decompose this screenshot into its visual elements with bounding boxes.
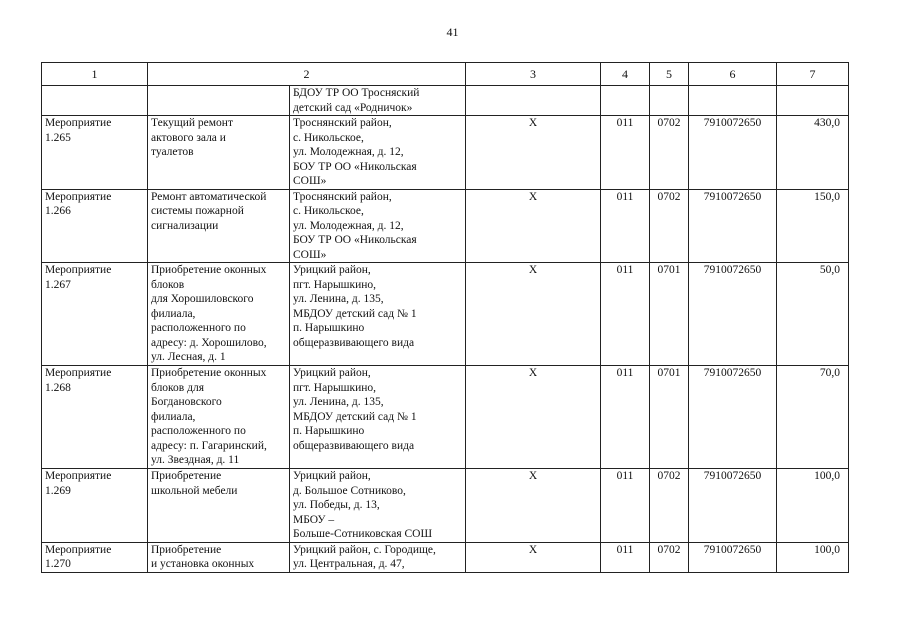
description-cell-line: блоков для: [151, 381, 204, 394]
code-cell: 011: [601, 542, 650, 572]
measure-cell-line: 1.266: [45, 205, 71, 217]
section-cell: 0701: [650, 263, 689, 366]
description-cell-line: Ремонт автоматической: [151, 190, 267, 203]
address-cell-line: с. Никольское,: [293, 131, 364, 144]
address-cell-line: Троснянский район,: [293, 117, 392, 129]
header-col-1: 1: [42, 63, 148, 86]
description-cell: [148, 189, 290, 263]
description-cell-line: для Хорошиловского: [151, 293, 254, 305]
target-code-cell: 7910072650: [689, 189, 777, 263]
table-row: [42, 469, 849, 543]
measure-cell-line: Мероприятие: [45, 543, 112, 556]
address-cell: [290, 469, 466, 543]
address-cell-line: БДОУ ТР ОО Тросняский: [293, 87, 420, 99]
description-cell-line: Приобретение: [151, 543, 222, 556]
description-cell-line: актового зала и: [151, 131, 226, 144]
address-cell-line: Урицкий район,: [293, 264, 371, 276]
address-cell-line: СОШ»: [293, 175, 327, 187]
measure-cell-line: 1.268: [45, 381, 71, 394]
measure-cell-line: Мероприятие: [45, 117, 112, 129]
description-cell-line: блоков: [151, 278, 185, 291]
section-cell: 0702: [650, 116, 689, 190]
address-cell-line: МБОУ –: [293, 513, 335, 526]
description-cell-line: адресу: д. Хорошилово,: [151, 336, 267, 349]
target-code-cell: 7910072650: [689, 542, 777, 572]
table-row: [42, 189, 849, 263]
address-cell-line: ул. Молодежная, д. 12,: [293, 219, 404, 232]
description-cell: [148, 542, 290, 572]
description-cell-line: расположенного по: [151, 425, 246, 437]
measure-cell: [42, 86, 148, 116]
address-cell-line: МБДОУ детский сад № 1: [293, 307, 417, 320]
address-cell-line: Троснянский район,: [293, 190, 392, 203]
budget-table: [41, 62, 849, 573]
code-cell: [601, 86, 650, 116]
section-cell: [650, 86, 689, 116]
code-cell: 011: [601, 189, 650, 263]
mark-cell: X: [466, 263, 601, 366]
address-cell-line: СОШ»: [293, 248, 327, 261]
header-col-5: 5: [650, 63, 689, 86]
address-cell-line: общеразвивающего вида: [293, 439, 415, 452]
measure-cell: [42, 469, 148, 543]
description-cell-line: Богдановского: [151, 396, 222, 408]
address-cell-line: общеразвивающего вида: [293, 336, 415, 349]
header-col-7: 7: [777, 63, 849, 86]
description-cell: [148, 469, 290, 543]
measure-cell-line: Мероприятие: [45, 470, 112, 482]
measure-cell-line: 1.269: [45, 484, 71, 497]
description-cell-line: филиала,: [151, 410, 196, 423]
measure-cell-line: Мероприятие: [45, 367, 112, 379]
section-cell: 0702: [650, 189, 689, 263]
code-cell: 011: [601, 366, 650, 469]
measure-cell-line: Мероприятие: [45, 264, 112, 276]
address-cell-line: п. Нарышкино: [293, 322, 365, 334]
description-cell-line: и установка оконных: [151, 558, 255, 570]
measure-cell-line: Мероприятие: [45, 190, 112, 203]
header-col-4: 4: [601, 63, 650, 86]
address-cell: [290, 116, 466, 190]
target-code-cell: 7910072650: [689, 116, 777, 190]
measure-cell: [42, 542, 148, 572]
address-cell-line: ул. Ленина, д. 135,: [293, 293, 384, 305]
address-cell-line: п. Нарышкино: [293, 425, 365, 437]
table-row: [42, 542, 849, 572]
address-cell: [290, 366, 466, 469]
target-code-cell: 7910072650: [689, 366, 777, 469]
description-cell-line: Текущий ремонт: [151, 117, 233, 129]
code-cell: 011: [601, 469, 650, 543]
target-code-cell: 7910072650: [689, 263, 777, 366]
header-col-6: 6: [689, 63, 777, 86]
address-cell-line: Урицкий район,: [293, 367, 371, 379]
header-col-2: 2: [148, 63, 466, 86]
description-cell-line: системы пожарной: [151, 205, 244, 217]
target-code-cell: [689, 86, 777, 116]
address-cell-line: ул. Победы, д. 13,: [293, 499, 380, 511]
description-cell-line: Приобретение оконных: [151, 367, 267, 379]
amount-cell: 100,0: [777, 542, 849, 572]
address-cell: [290, 86, 466, 116]
code-cell: 011: [601, 263, 650, 366]
section-cell: 0701: [650, 366, 689, 469]
measure-cell-line: 1.270: [45, 558, 71, 570]
address-cell-line: Урицкий район,: [293, 470, 371, 482]
address-cell-line: МБДОУ детский сад № 1: [293, 410, 417, 423]
header-row: [42, 63, 849, 86]
address-cell-line: детский сад «Родничок»: [293, 101, 413, 114]
address-cell-line: Урицкий район, с. Городище,: [293, 543, 436, 556]
code-cell: 011: [601, 116, 650, 190]
description-cell-line: ул. Звездная, д. 11: [151, 454, 240, 466]
measure-cell: [42, 189, 148, 263]
header-col-3: 3: [466, 63, 601, 86]
mark-cell: X: [466, 469, 601, 543]
table-row: [42, 116, 849, 190]
address-cell-line: пгт. Нарышкино,: [293, 278, 377, 291]
address-cell-line: ул. Центральная, д. 47,: [293, 558, 405, 570]
description-cell-line: расположенного по: [151, 322, 246, 334]
address-cell: [290, 542, 466, 572]
mark-cell: X: [466, 542, 601, 572]
description-cell-line: школьной мебели: [151, 484, 238, 497]
address-cell-line: с. Никольское,: [293, 205, 364, 217]
description-cell-line: адресу: п. Гагаринский,: [151, 439, 267, 452]
description-cell: [148, 86, 290, 116]
address-cell-line: пгт. Нарышкино,: [293, 381, 377, 394]
amount-cell: [777, 86, 849, 116]
measure-cell: [42, 116, 148, 190]
measure-cell-line: 1.265: [45, 131, 71, 144]
description-cell-line: ул. Лесная, д. 1: [151, 351, 226, 363]
address-cell-line: ул. Ленина, д. 135,: [293, 396, 384, 408]
amount-cell: 430,0: [777, 116, 849, 190]
address-cell: [290, 263, 466, 366]
amount-cell: 100,0: [777, 469, 849, 543]
address-cell-line: БОУ ТР ОО «Никольская: [293, 234, 417, 246]
description-cell: [148, 116, 290, 190]
description-cell: [148, 263, 290, 366]
address-cell-line: БОУ ТР ОО «Никольская: [293, 160, 417, 173]
description-cell-line: филиала,: [151, 307, 196, 320]
table-row: [42, 366, 849, 469]
mark-cell: X: [466, 366, 601, 469]
mark-cell: X: [466, 189, 601, 263]
mark-cell: X: [466, 116, 601, 190]
description-cell-line: Приобретение оконных: [151, 264, 267, 276]
address-cell: [290, 189, 466, 263]
measure-cell: [42, 366, 148, 469]
description-cell: [148, 366, 290, 469]
amount-cell: 150,0: [777, 189, 849, 263]
amount-cell: 70,0: [777, 366, 849, 469]
address-cell-line: д. Большое Сотниково,: [293, 484, 406, 497]
table-row: [42, 86, 849, 116]
table-row: [42, 263, 849, 366]
description-cell-line: Приобретение: [151, 470, 222, 482]
page-number: 41: [446, 25, 459, 39]
mark-cell: [466, 86, 601, 116]
measure-cell-line: 1.267: [45, 278, 71, 291]
amount-cell: 50,0: [777, 263, 849, 366]
target-code-cell: 7910072650: [689, 469, 777, 543]
section-cell: 0702: [650, 542, 689, 572]
address-cell-line: Больше-Сотниковская СОШ: [293, 528, 433, 540]
description-cell-line: туалетов: [151, 146, 194, 158]
measure-cell: [42, 263, 148, 366]
address-cell-line: ул. Молодежная, д. 12,: [293, 146, 404, 158]
section-cell: 0702: [650, 469, 689, 543]
description-cell-line: сигнализации: [151, 219, 219, 232]
